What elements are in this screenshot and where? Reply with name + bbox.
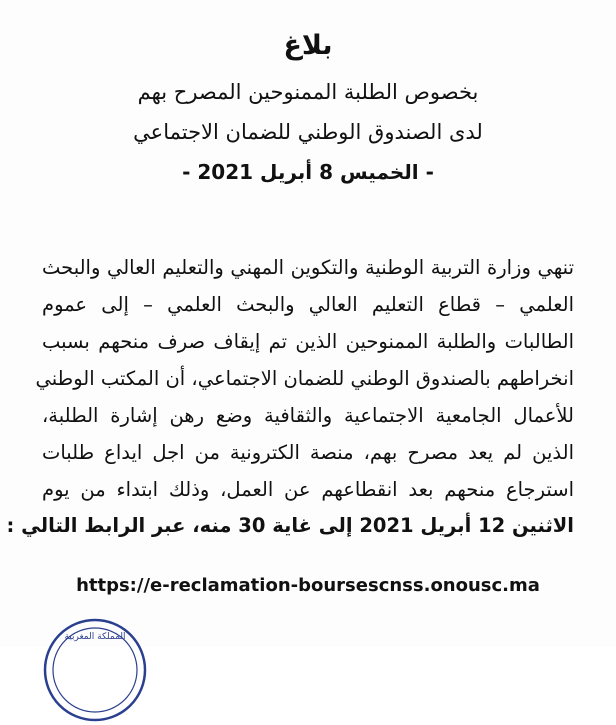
body-line: استرجاع منحهم بعد انقطاعهم عن العمل، وذلك ابتداء من يوم (42, 478, 574, 501)
body-line: انخراطهم بالصندوق الوطني للضمان الاجتماعي، أن المكتب الوطني (35, 367, 574, 390)
official-seal-icon (40, 615, 150, 725)
body-line: الطالبات والطلبة الممنوحين الذين تم إيقاف صرف منحهم بسبب (42, 330, 574, 353)
subject-line-2: لدى الصندوق الوطني للضمان الاجتماعي (133, 120, 483, 144)
reclamation-link[interactable]: https://e-reclamation-boursescnss.onousc.ma (76, 575, 540, 596)
body-line-bold: الاثنين 12 أبريل 2021 إلى غاية 30 منه، عبر الرابط التالي : (6, 514, 574, 537)
body-line: للأعمال الجامعية الاجتماعية والثقافية وضع رهن إشارة الطلبة، (42, 404, 574, 427)
date-line: - الخميس 8 أبريل 2021 - (182, 160, 434, 184)
subject-line-1: بخصوص الطلبة الممنوحين المصرح بهم (137, 80, 479, 104)
body-line: العلمي – قطاع التعليم العالي والبحث العلمي – إلى عموم (42, 293, 574, 316)
document-title: بلاغ (283, 30, 333, 61)
seal-text: المملكة المغربية (64, 632, 126, 642)
body-line: الذين لم يعد مصرح بهم، منصة الكترونية من اجل ايداع طلبات (42, 441, 574, 464)
body-line: تنهي وزارة التربية الوطنية والتكوين المهني والتعليم العالي والبحث (42, 256, 574, 279)
